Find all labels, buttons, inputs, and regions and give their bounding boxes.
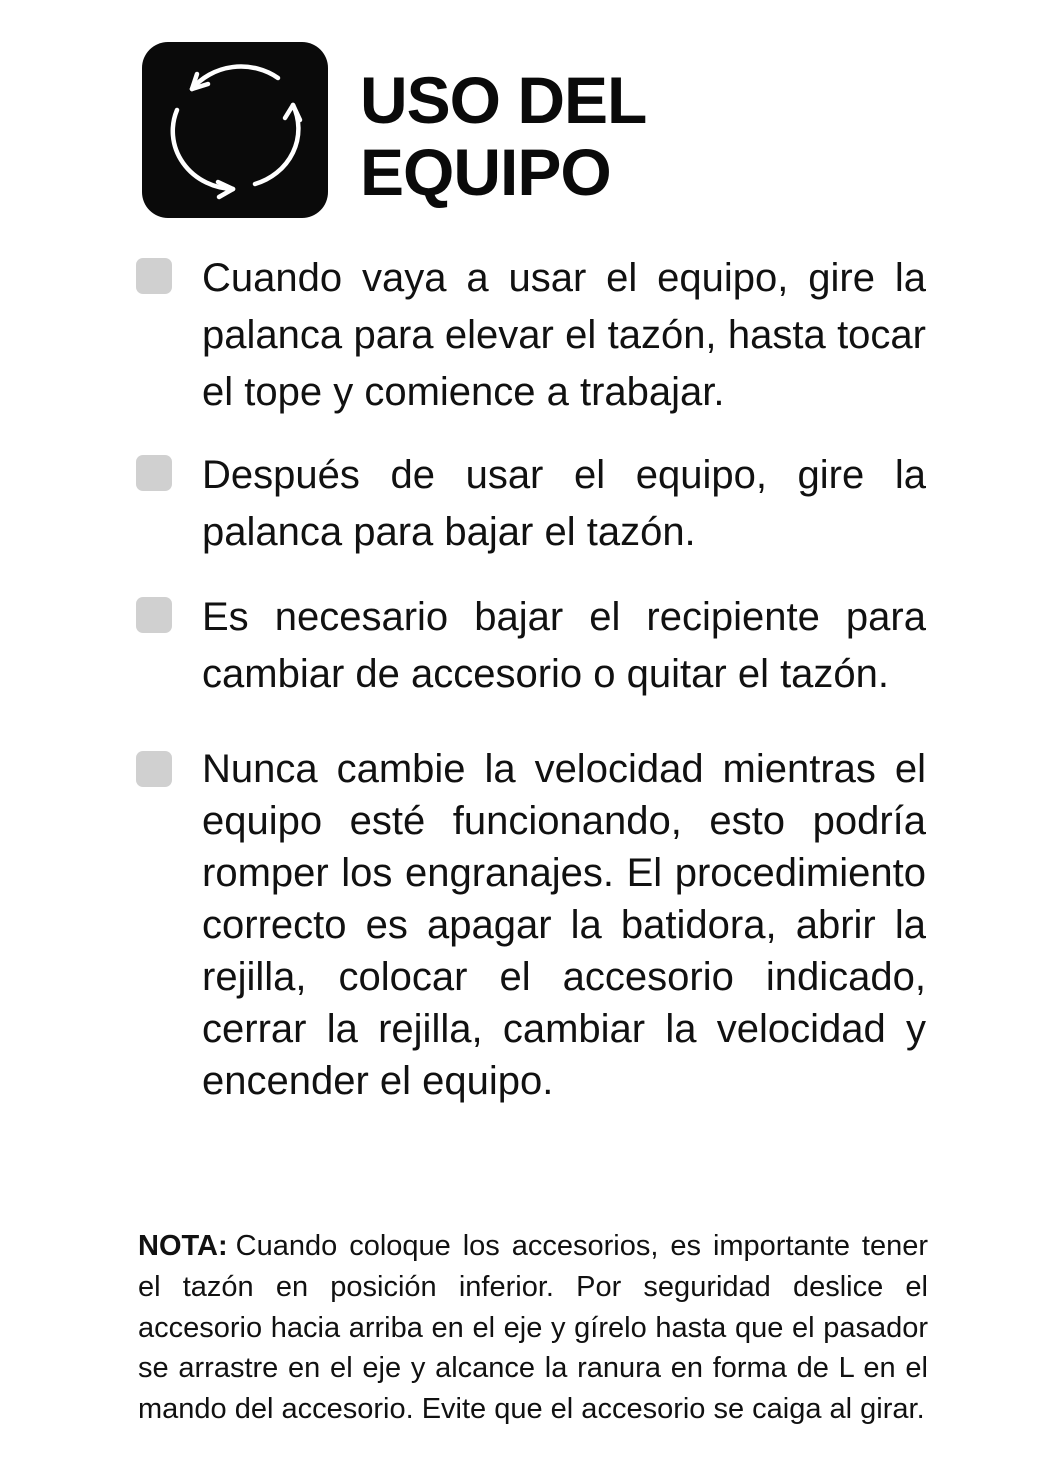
bullet-square-icon [136,258,172,294]
list-item [136,743,926,1107]
list-item [136,589,926,703]
instruction-text: Cuando vaya a usar el equipo, gire la palanca para elevar el tazón, hasta tocar el tope y comience a trabajar. [202,256,926,414]
instruction-list [136,250,926,1107]
circular-arrows-icon [142,42,328,218]
title-line-2: EQUIPO [360,135,611,209]
list-item [136,447,926,561]
bullet-square-icon [136,455,172,491]
note-label: NOTA: [138,1230,228,1262]
instruction-text: Es necesario bajar el recipiente para cambiar de accesorio o quitar el tazón. [202,595,926,696]
note-paragraph [138,1226,928,1430]
instruction-text: Nunca cambie la velocidad mientras el equipo esté funcionando, esto podría romper los engranajes. El procedimiento correcto es apagar la batidora, abrir la rejilla, colocar el accesorio indicado, cerrar la rejilla, cambiar la velocidad y encender el equipo. [202,747,926,1103]
section-header [142,42,942,218]
note-text: Cuando coloque los accesorios, es importante tener el tazón en posición inferior. Por seguridad deslice el accesorio hacia arriba en el eje y gírelo hasta que el pasador se arrastre en el eje y alcance la ranura en forma de L en el mando del accesorio. Evite que el accesorio se caiga al girar. [138,1230,928,1426]
list-item [136,250,926,421]
page-title [360,64,646,208]
bullet-square-icon [136,597,172,633]
bullet-square-icon [136,751,172,787]
instruction-text: Después de usar el equipo, gire la palanca para bajar el tazón. [202,453,926,554]
title-line-1: USO DEL [360,63,647,137]
